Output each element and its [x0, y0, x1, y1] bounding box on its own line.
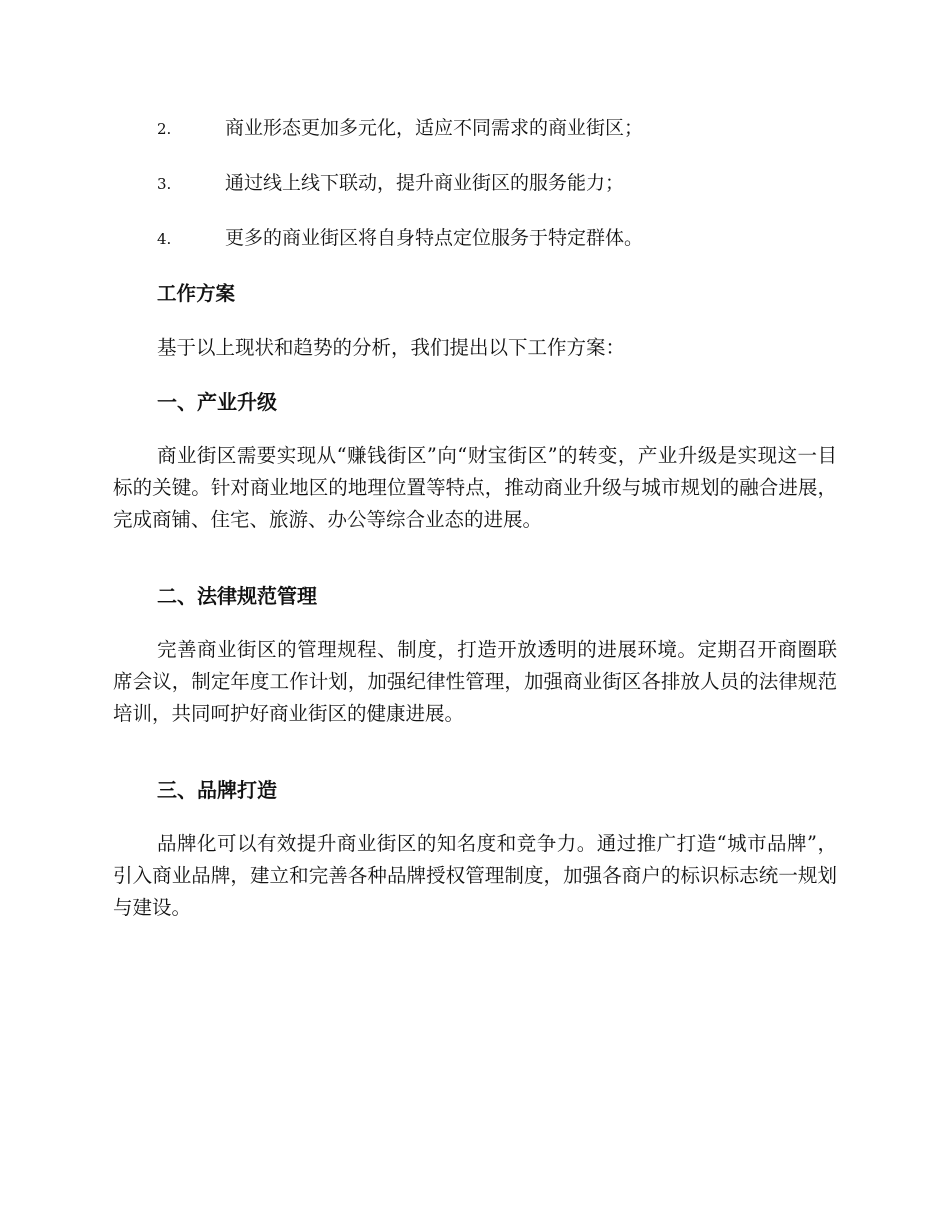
section-heading-legal-management: 二、法律规范管理 [157, 584, 317, 608]
list-number: 2. [157, 120, 172, 138]
intro-paragraph: 基于以上现状和趋势的分析，我们提出以下工作方案： [157, 336, 626, 359]
list-number: 4. [157, 230, 172, 248]
list-text: 商业形态更加多元化，适应不同需求的商业街区； [225, 117, 644, 139]
list-text: 更多的商业街区将自身特点定位服务于特定群体。 [225, 227, 644, 249]
section-body-industry-upgrade: 商业街区需要实现从“赚钱街区”向“财宝街区”的转变，产业升级是实现这一目标的关键。针对商业地区的地理位置等特点，推动商业升级与城市规划的融合进展，完成商铺、住宅、旅游、办公等综合业态的进展。 [113, 444, 837, 531]
section-body-legal-management: 完善商业街区的管理规程、制度，打造开放透明的进展环境。定期召开商圈联席会议，制定年度工作计划，加强纪律性管理，加强商业街区各排放人员的法律规范培训，共同呵护好商业街区的健康进展。 [113, 638, 837, 725]
section-heading-industry-upgrade: 一、产业升级 [157, 390, 277, 414]
section-heading-branding: 三、品牌打造 [157, 778, 277, 802]
list-number: 3. [157, 175, 172, 193]
list-text: 通过线上线下联动，提升商业街区的服务能力； [225, 172, 625, 194]
section-title: 工作方案 [157, 282, 236, 305]
section-body-branding: 品牌化可以有效提升商业街区的知名度和竞争力。通过推广打造“城市品牌”，引入商业品牌，建立和完善各种品牌授权管理制度，加强各商户的标识标志统一规划与建设。 [113, 832, 837, 919]
